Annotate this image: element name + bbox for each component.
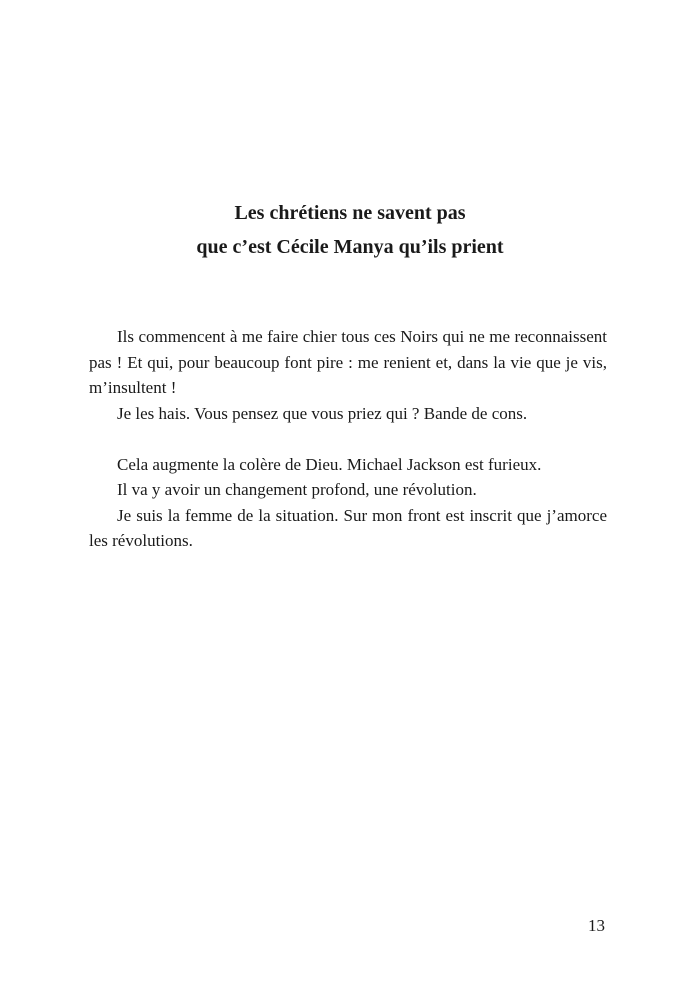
paragraph: Il va y avoir un changement profond, une révolution. — [117, 480, 477, 499]
chapter-title-line-1: Les chrétiens ne savent pas — [234, 202, 466, 224]
paragraph: Je suis la femme de la situation. Sur mon front est inscrit que j’amorce les révolutions. — [89, 505, 607, 550]
chapter-title — [0, 196, 700, 264]
paragraph-spacer — [89, 426, 607, 452]
chapter-body — [89, 324, 607, 554]
chapter-title-line-2: que c’est Cécile Manya qu’ils prient — [196, 236, 504, 258]
paragraph: Je les hais. Vous pensez que vous priez qui ? Bande de cons. — [117, 403, 528, 423]
paragraph: Cela augmente la colère de Dieu. Michael Jackson est furieux. — [117, 454, 542, 474]
paragraph: Ils commencent à me faire chier tous ces Noirs qui ne me reconnaissent pas ! Et qui, pour beaucoup font pire : me renient et, dans la vie que je vis, m’insultent ! — [89, 327, 607, 397]
page-number: 13 — [588, 916, 605, 935]
